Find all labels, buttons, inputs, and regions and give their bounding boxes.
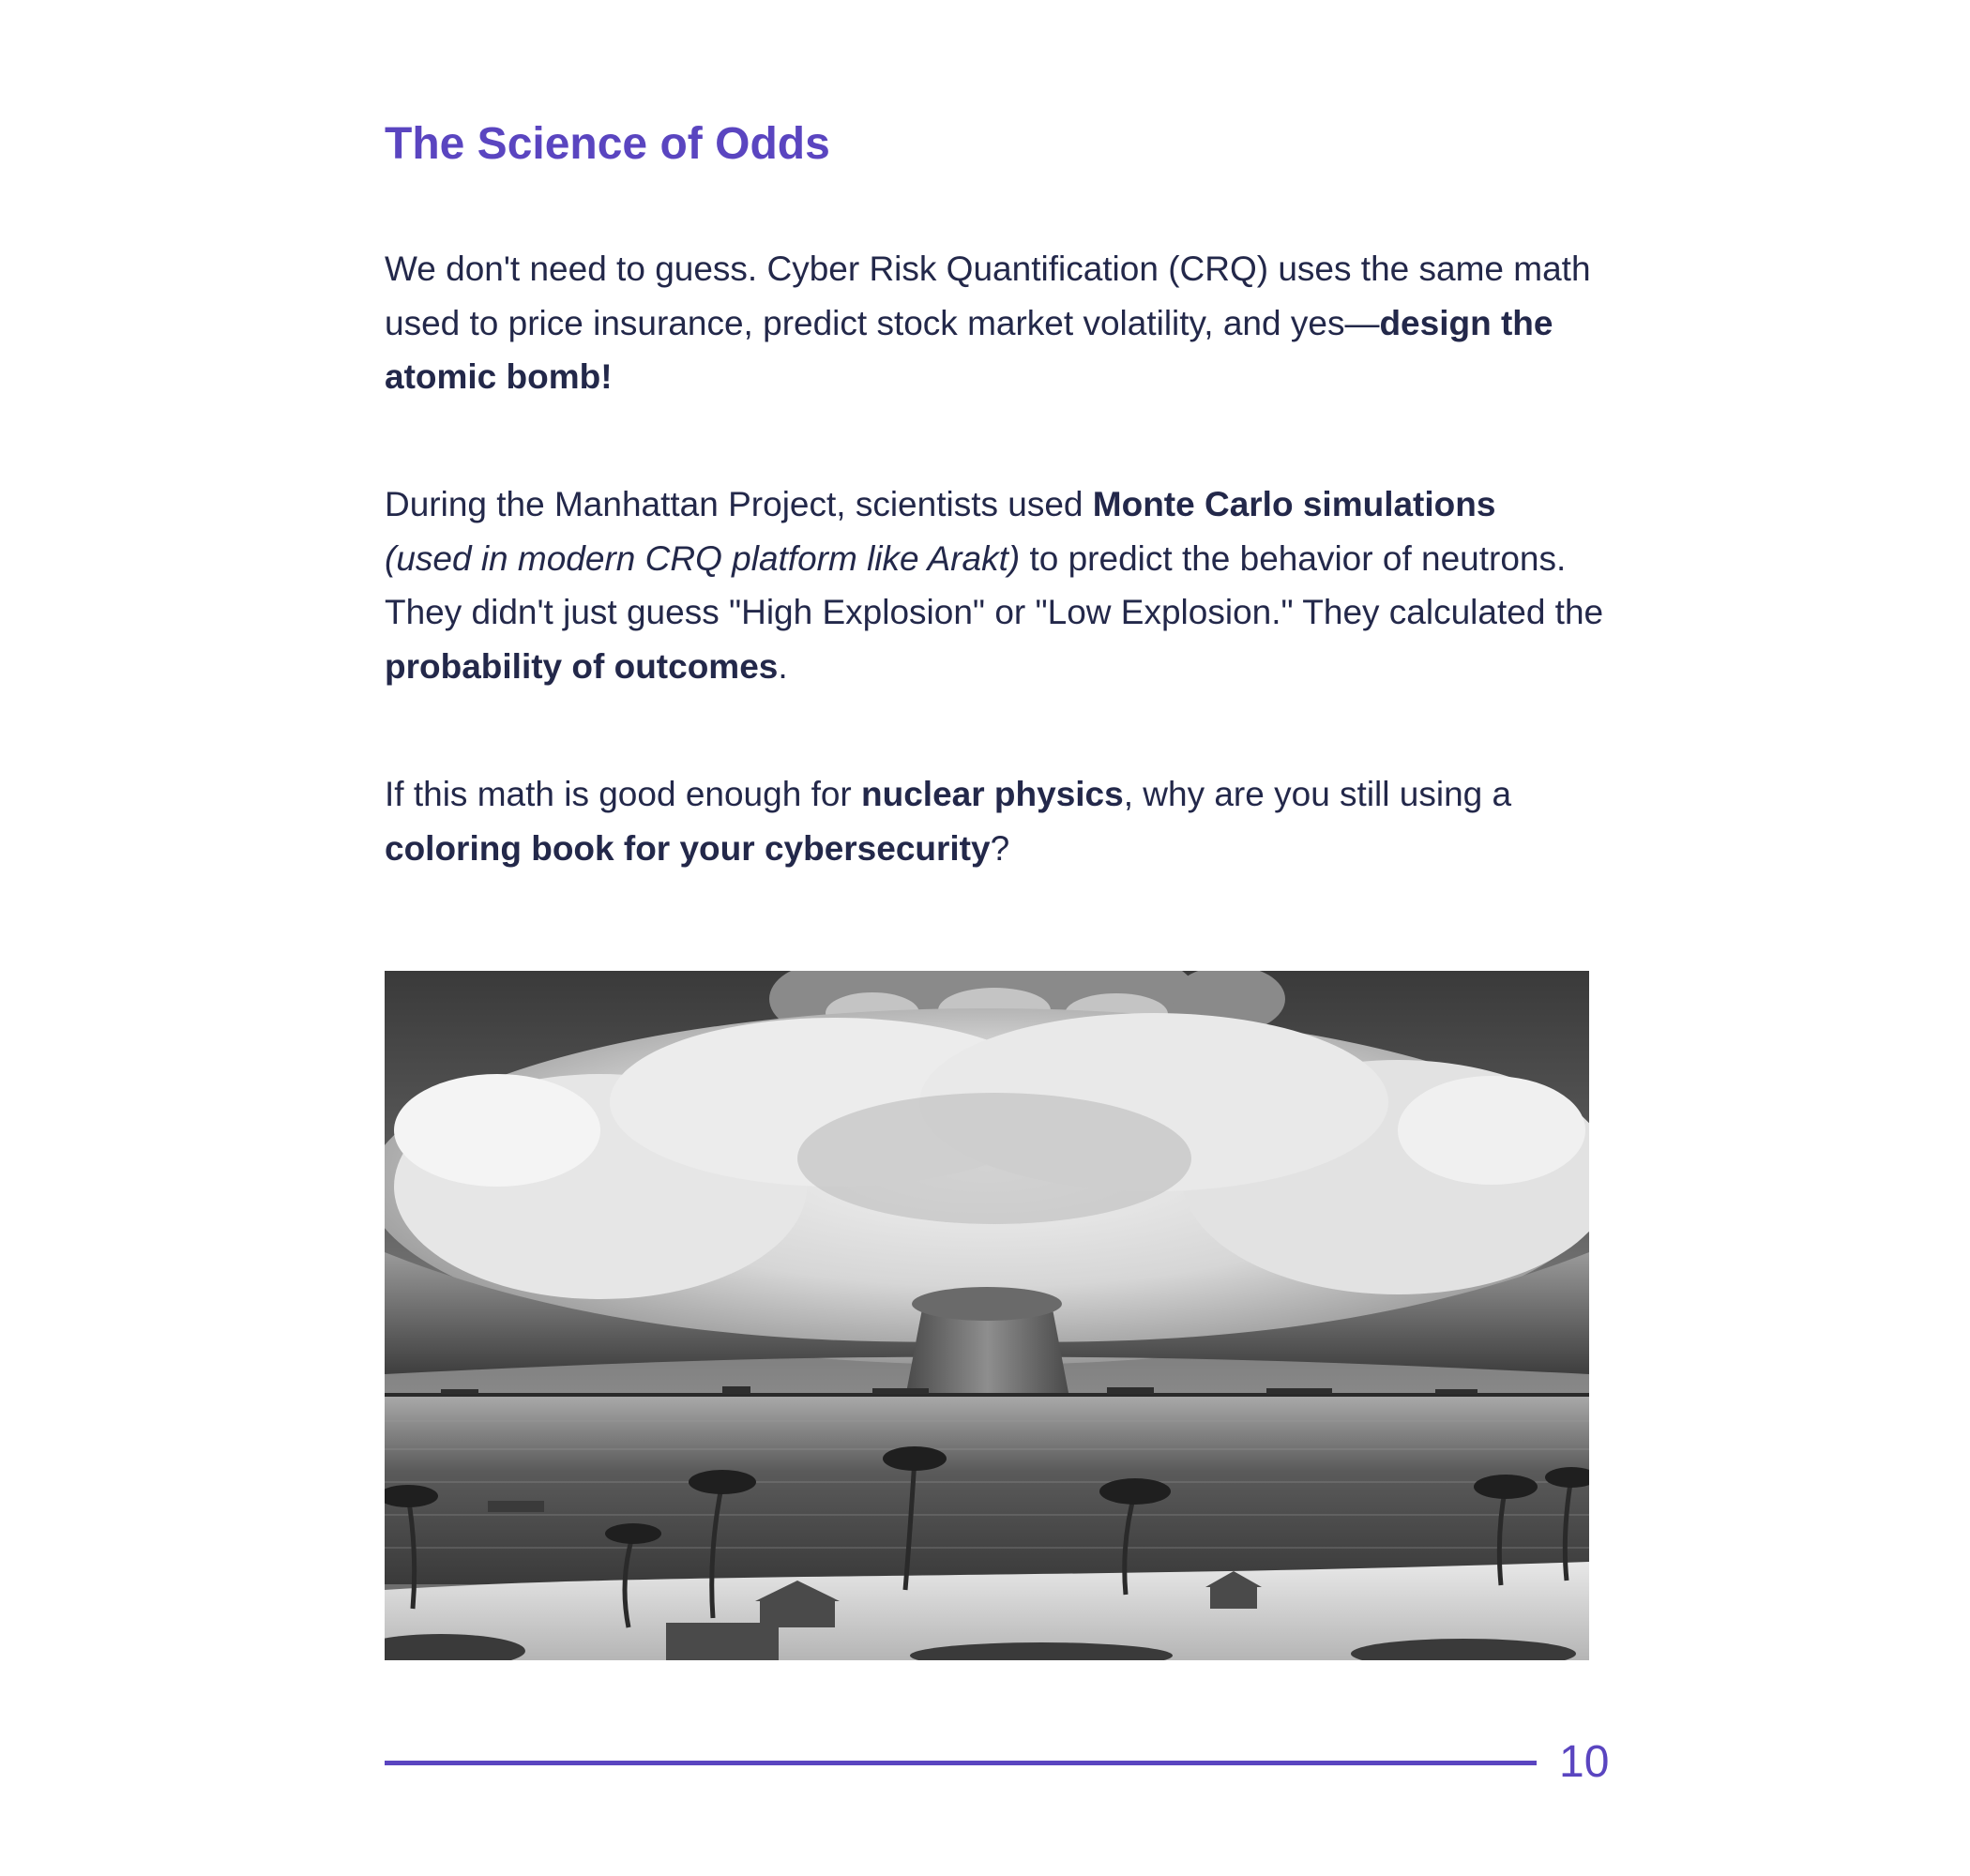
- probability-bold: probability of outcomes: [385, 646, 779, 686]
- horizon-line: [385, 1393, 1589, 1397]
- paragraph-intro-text: We don't need to guess. Cyber Risk Quantification (CRQ) uses the same math used to price insurance, predict stock market volatility, and yes—: [385, 250, 1591, 342]
- monte-carlo-bold: Monte Carlo simulations: [1092, 485, 1496, 523]
- mushroom-cloud-illustration: [385, 971, 1589, 1660]
- page-number: 10: [1559, 1737, 1610, 1787]
- paragraph-question-text-2: , why are you still using a: [1123, 775, 1512, 813]
- paragraph-intro: [385, 242, 1604, 404]
- paragraph-intro-bold: design the atomic bomb!: [385, 303, 1553, 396]
- small-boat: [488, 1501, 544, 1512]
- paragraph-manhattan: [385, 477, 1604, 693]
- arakt-italic-note: (used in modern CRQ platform like Arakt): [385, 538, 1021, 578]
- stem-top: [912, 1287, 1062, 1321]
- nuclear-physics-bold: nuclear physics: [861, 775, 1124, 813]
- lagoon-water: [385, 1397, 1589, 1584]
- footer-divider: [385, 1761, 1537, 1765]
- paragraph-manhattan-text-3: .: [778, 646, 788, 686]
- page-title: The Science of Odds: [385, 119, 830, 169]
- paragraph-question: [385, 767, 1604, 875]
- paragraph-question-text-1: If this math is good enough for: [385, 775, 862, 813]
- paragraph-manhattan-text-2: to predict the behavior of neutrons. They didn't just guess "High Explosion" or "Low Explosion." They calculated the: [385, 538, 1604, 631]
- paragraph-manhattan-text-1: During the Manhattan Project, scientists used: [385, 485, 1093, 523]
- mushroom-cloud-photo: [385, 971, 1589, 1660]
- coloring-book-bold: coloring book for your cybersecurity: [385, 828, 991, 868]
- paragraph-question-text-3: ?: [990, 828, 1010, 868]
